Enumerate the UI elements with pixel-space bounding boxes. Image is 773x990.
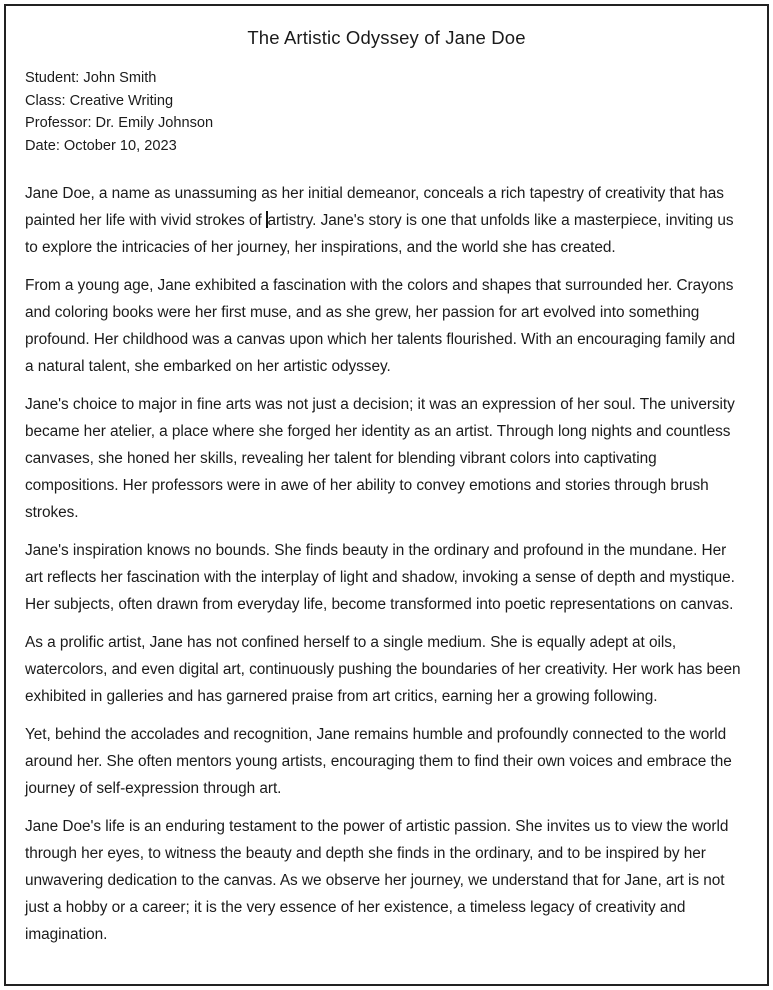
document-page-frame <box>4 4 769 986</box>
document-paragraph-list[interactable] <box>25 180 748 948</box>
document-paragraph[interactable]: As a prolific artist, Jane has not confined herself to a single medium. She is equally adept at oils, watercolors, and even digital art, continuously pushing the boundaries of her creativity. Her work has been exhibited in galleries and has garnered praise from art critics, earning her a growing following. <box>25 633 741 705</box>
paragraph-text-before-caret: Jane Doe, a name as unassuming as her initial demeanor, conceals a rich tapestry of creativity that has painted her life with vivid strokes of <box>25 184 724 229</box>
document-paragraph[interactable] <box>25 180 747 261</box>
document-body[interactable] <box>6 6 767 984</box>
paragraph-text-after-caret: artistry. Jane's story is one that unfolds like a masterpiece, inviting us to explore the intricacies of her journey, her inspirations, and the world she has created. <box>25 211 734 256</box>
document-metadata <box>25 67 748 157</box>
metadata-date: Date: October 10, 2023 <box>25 137 177 154</box>
metadata-class: Class: Creative Writing <box>25 92 174 109</box>
metadata-professor: Professor: Dr. Emily Johnson <box>25 115 214 132</box>
document-paragraph[interactable]: Yet, behind the accolades and recognition, Jane remains humble and profoundly connected to the world around her. She often mentors young artists, encouraging them to find their own voices and embrace the journey of self-expression through art. <box>25 725 732 797</box>
document-paragraph[interactable]: Jane's choice to major in fine arts was not just a decision; it was an expression of her soul. The university became her atelier, a place where she forged her identity as an artist. Through long nights and countless canvases, she honed her skills, revealing her talent for blending vibrant colors into captivating compositions. Her professors were in awe of her ability to convey emotions and stories through brush strokes. <box>25 395 735 521</box>
document-paragraph[interactable]: From a young age, Jane exhibited a fascination with the colors and shapes that surrounded her. Crayons and coloring books were her first muse, and as she grew, her passion for art evolved into something profound. Her childhood was a canvas upon which her talents flourished. With an encouraging family and a natural talent, she embarked on her artistic odyssey. <box>25 276 736 375</box>
page-title: The Artistic Odyssey of Jane Doe <box>247 27 526 48</box>
document-paragraph[interactable]: Jane Doe's life is an enduring testament to the power of artistic passion. She invites us to view the world through her eyes, to witness the beauty and depth she finds in the ordinary, and to be inspired by her unwavering dedication to the canvas. As we observe her journey, we understand that for Jane, art is not just a hobby or a career; it is the very essence of her existence, a timeless legacy of creativity and imagination. <box>25 817 729 943</box>
metadata-student: Student: John Smith <box>25 70 157 87</box>
document-paragraph[interactable]: Jane's inspiration knows no bounds. She finds beauty in the ordinary and profound in the mundane. Her art reflects her fascination with the interplay of light and shadow, invoking a sense of depth and mystique. Her subjects, often drawn from everyday life, become transformed into poetic representations on canvas. <box>25 541 735 613</box>
